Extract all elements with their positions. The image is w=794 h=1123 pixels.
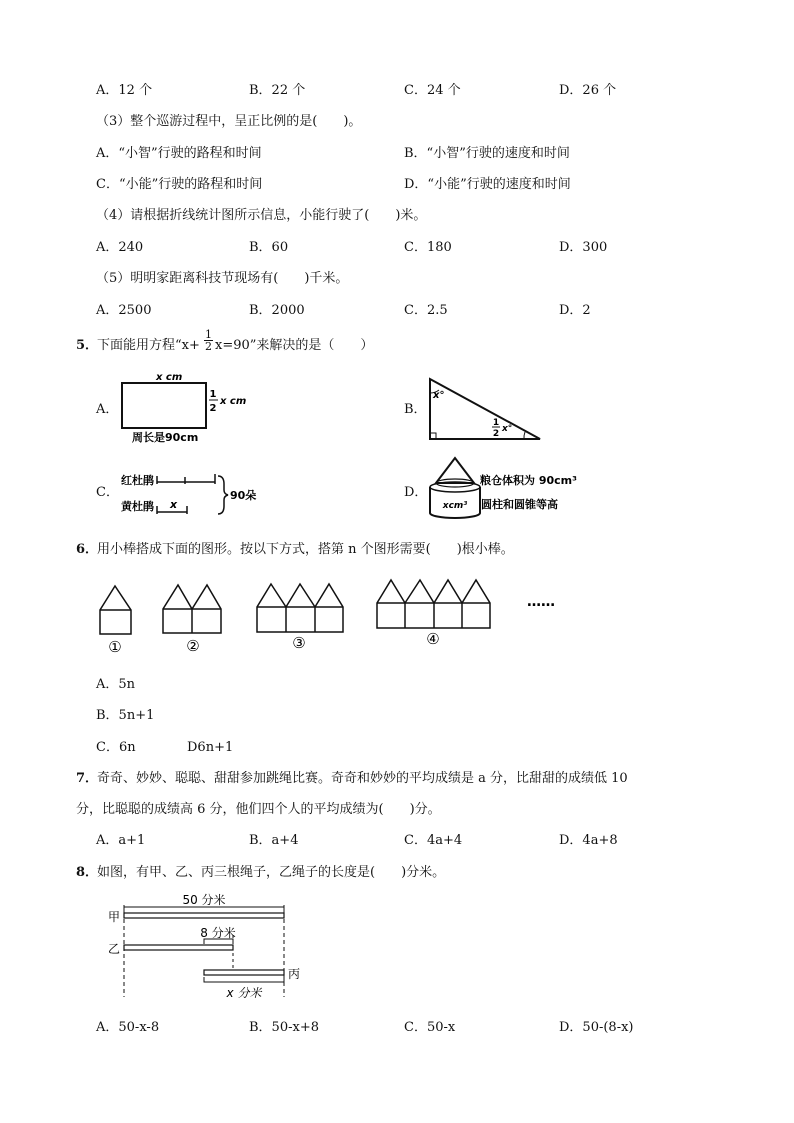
q8-option-c[interactable]: C．50-x [404,1020,456,1035]
q5a-top-label: x cm [156,372,183,383]
q8-rope-2-label: 乙 [108,942,121,956]
q5-option-d-label[interactable]: D． [404,485,428,500]
q8-top-bracket [124,907,284,912]
q7-option-c[interactable]: C．4a+4 [404,833,463,848]
q4-sub5-option-c[interactable]: C．2.5 [404,303,448,318]
q7-option-d[interactable]: D．4a+8 [559,833,618,848]
q4-sub5-stem: （5）明明家距离科技节现场有( )千米。 [96,271,349,286]
q6-number: 6． [76,542,99,557]
q7-option-a[interactable]: A．a+1 [96,833,146,848]
q4-sub2-option-d[interactable]: D．26 个 [559,83,617,98]
q4-sub2-option-b[interactable]: B．22 个 [249,83,306,98]
q5b-angle-var: x° [502,424,513,434]
q6-stem: 用小棒搭成下面的图形。按以下方式，搭第 n 个图形需要( )根小棒。 [97,542,514,557]
q4-sub3-option-b[interactable]: B．“小智”行驶的速度和时间 [404,146,570,161]
q5-frac-den: 2 [205,340,212,353]
q8-option-a[interactable]: A．50-x-8 [96,1020,160,1035]
q4-sub2-option-c[interactable]: C．24 个 [404,83,461,98]
q5-option-c-label[interactable]: C． [96,485,119,500]
q6-fig4-label: ④ [426,630,440,648]
q6-option-c[interactable]: C．6n [96,740,136,755]
q8-number: 8． [76,865,99,880]
q4-sub3-option-a[interactable]: A．“小智”行驶的路程和时间 [96,146,262,161]
q4-sub4-option-a[interactable]: A．240 [96,240,144,255]
q8-rope-1-label: 甲 [108,910,121,924]
q8-bottom-bracket [204,977,284,982]
q4-sub4-stem: （4）请根据折线统计图所示信息，小能行驶了( )米。 [96,208,427,223]
q8-rope-2 [124,945,233,950]
q8-label-top: 50 分米 [182,893,226,907]
q8-rope-3-label: 丙 [288,967,301,981]
q7-option-b[interactable]: B．a+4 [249,833,299,848]
q5a-side-num: 1 [209,389,217,400]
q6-option-d[interactable]: D6n+1 [187,740,234,755]
q5c-row2-label: 黄杜鹃 [121,500,154,513]
q6-option-b[interactable]: B．5n+1 [96,708,155,723]
q8-option-d[interactable]: D．50-(8-x) [559,1020,634,1035]
q6-fig3-label: ③ [292,634,306,652]
q6-fig2-label: ② [186,637,200,655]
q7-line1: 奇奇、妙妙、聪聪、甜甜参加跳绳比赛。奇奇和妙妙的平均成绩是 a 分，比甜甜的成绩低 10 [97,771,628,786]
q4-sub5-option-b[interactable]: B．2000 [249,303,305,318]
q5-option-b-label[interactable]: B． [404,402,427,417]
q8-label-mid: 8 分米 [200,926,236,940]
q5a-bottom-label: 周长是90cm [132,431,199,444]
q7-line2: 分，比聪聪的成绩高 6 分，他们四个人的平均成绩为( )分。 [76,802,441,817]
q5-stem-after: x=90”来解决的是（ ） [215,338,374,353]
q5-stem-before: 下面能用方程“x+ [97,338,200,353]
q6-option-a[interactable]: A．5n [96,677,136,692]
q5c-total: 90朵 [230,489,257,502]
q4-sub4-option-b[interactable]: B．60 [249,240,289,255]
q5d-volume: xcm³ [442,501,468,511]
q5-number: 5． [76,338,99,353]
q5c-var: x [170,498,178,511]
q5d-line2: 圆柱和圆锥等高 [481,498,558,511]
q4-sub2-option-a[interactable]: A．12 个 [96,83,153,98]
q4-sub5-option-d[interactable]: D．2 [559,303,591,318]
q8-stem: 如图，有甲、乙、丙三根绳子，乙绳子的长度是( )分米。 [97,865,446,880]
q8-rope-1 [124,913,284,918]
q4-sub4-option-d[interactable]: D．300 [559,240,608,255]
q7-number: 7． [76,771,99,786]
q8-label-bottom: x 分米 [226,986,262,1000]
q6-fig1-label: ① [108,638,122,656]
q5-frac-num: 1 [205,328,212,341]
q5c-row1-label: 红杜鹃 [121,474,154,487]
q5a-side-unit: x cm [220,396,247,407]
q5b-angle-top: x° [433,390,445,401]
q4-sub4-option-c[interactable]: C．180 [404,240,452,255]
q5a-side-den: 2 [209,403,217,414]
q5-option-a-label[interactable]: A． [96,402,119,417]
q4-sub3-option-c[interactable]: C．“小能”行驶的路程和时间 [96,177,263,192]
q8-option-b[interactable]: B．50-x+8 [249,1020,319,1035]
q4-sub5-option-a[interactable]: A．2500 [96,303,152,318]
q5d-line1: 粮仓体积为 90cm³ [480,474,577,487]
q8-rope-3 [204,970,284,975]
q5b-angle-den: 2 [492,429,500,439]
q5b-angle-num: 1 [492,418,500,428]
q4-sub3-option-d[interactable]: D．“小能”行驶的速度和时间 [404,177,571,192]
q4-sub3-stem: （3）整个巡游过程中，呈正比例的是( )。 [96,114,362,129]
q6-ellipsis: …… [527,594,555,610]
